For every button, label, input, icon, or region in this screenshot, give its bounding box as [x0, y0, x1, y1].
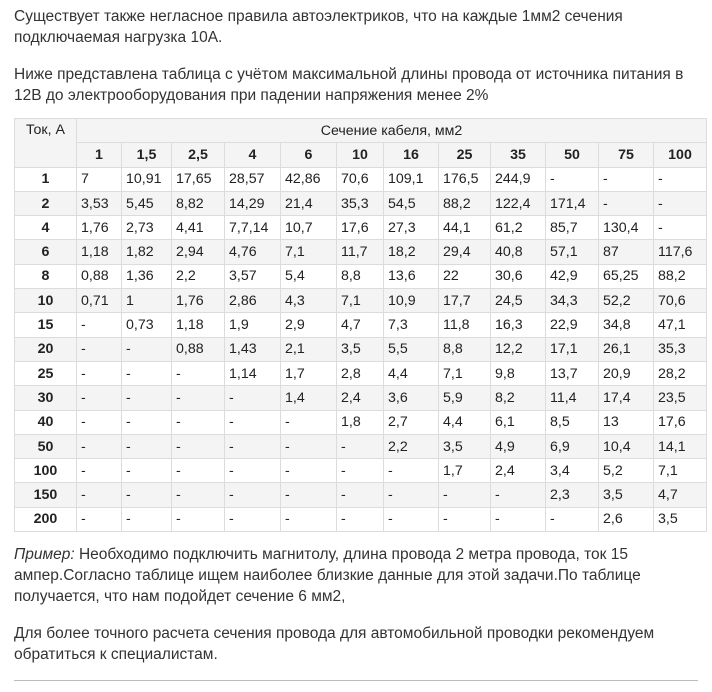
length-value-cell: 35,3 — [654, 337, 707, 361]
length-value-cell: 42,86 — [281, 167, 337, 191]
length-value-cell: - — [384, 459, 439, 483]
length-value-cell: 2,4 — [491, 459, 546, 483]
length-value-cell: 28,2 — [654, 361, 707, 385]
length-value-cell: 1,18 — [172, 313, 225, 337]
length-value-cell: 57,1 — [546, 240, 599, 264]
length-value-cell: 3,4 — [546, 459, 599, 483]
length-value-cell: 24,5 — [491, 289, 546, 313]
length-value-cell: 18,2 — [384, 240, 439, 264]
section-header-cell: 1,5 — [122, 143, 172, 167]
length-value-cell: - — [491, 483, 546, 507]
length-value-cell: 0,88 — [77, 264, 122, 288]
length-value-cell: - — [337, 483, 384, 507]
length-value-cell: 12,2 — [491, 337, 546, 361]
current-cell: 200 — [15, 507, 77, 531]
section-values-row — [15, 143, 707, 167]
length-value-cell: 4,9 — [491, 434, 546, 458]
length-value-cell: 28,57 — [225, 167, 281, 191]
table-row — [15, 337, 707, 361]
length-value-cell: 130,4 — [599, 216, 654, 240]
length-value-cell: 6,9 — [546, 434, 599, 458]
length-value-cell: 3,57 — [225, 264, 281, 288]
length-value-cell: 6,1 — [491, 410, 546, 434]
length-value-cell: 4,41 — [172, 216, 225, 240]
length-value-cell: 2,86 — [225, 289, 281, 313]
length-value-cell: 2,2 — [172, 264, 225, 288]
length-value-cell: - — [77, 459, 122, 483]
length-value-cell: 29,4 — [439, 240, 491, 264]
length-value-cell: 1,82 — [122, 240, 172, 264]
length-value-cell: 7,1 — [439, 361, 491, 385]
length-value-cell: - — [281, 410, 337, 434]
length-value-cell: 4,3 — [281, 289, 337, 313]
length-value-cell: 3,53 — [77, 191, 122, 215]
length-value-cell: 5,9 — [439, 386, 491, 410]
table-row — [15, 386, 707, 410]
length-value-cell: 52,2 — [599, 289, 654, 313]
length-value-cell: - — [122, 483, 172, 507]
intro-rule-paragraph: Существует также негласное правила автоэлектриков, что на каждые 1мм2 сечения подключаемая нагрузка 10А. — [14, 8, 623, 46]
length-value-cell: 88,2 — [654, 264, 707, 288]
section-header-cell: 4 — [225, 143, 281, 167]
length-value-cell: 10,9 — [384, 289, 439, 313]
length-value-cell: - — [172, 507, 225, 531]
length-value-cell: 4,7 — [337, 313, 384, 337]
current-cell: 30 — [15, 386, 77, 410]
length-value-cell: 21,4 — [281, 191, 337, 215]
table-body — [15, 167, 707, 531]
length-value-cell: 109,1 — [384, 167, 439, 191]
length-value-cell: 7,7,14 — [225, 216, 281, 240]
length-value-cell: 17,6 — [337, 216, 384, 240]
current-cell: 6 — [15, 240, 77, 264]
length-value-cell: 65,25 — [599, 264, 654, 288]
length-value-cell: 17,4 — [599, 386, 654, 410]
length-value-cell: - — [225, 483, 281, 507]
length-value-cell: 7,1 — [281, 240, 337, 264]
table-row — [15, 240, 707, 264]
length-value-cell: 2,9 — [281, 313, 337, 337]
length-value-cell: - — [337, 507, 384, 531]
length-value-cell: - — [172, 483, 225, 507]
current-cell: 1 — [15, 167, 77, 191]
length-value-cell: 0,73 — [122, 313, 172, 337]
cable-section-table — [14, 118, 707, 532]
length-value-cell: 176,5 — [439, 167, 491, 191]
length-value-cell: 3,5 — [439, 434, 491, 458]
length-value-cell: 13 — [599, 410, 654, 434]
section-header-cell: 50 — [546, 143, 599, 167]
length-value-cell: 10,91 — [122, 167, 172, 191]
length-value-cell: 2,73 — [122, 216, 172, 240]
section-header-cell: 75 — [599, 143, 654, 167]
table-row — [15, 289, 707, 313]
length-value-cell: - — [546, 507, 599, 531]
length-value-cell: 1,8 — [337, 410, 384, 434]
length-value-cell: 4,4 — [384, 361, 439, 385]
length-value-cell: 70,6 — [654, 289, 707, 313]
length-value-cell: 1,43 — [225, 337, 281, 361]
length-value-cell: 34,8 — [599, 313, 654, 337]
length-value-cell: 5,2 — [599, 459, 654, 483]
section-header-cell: 16 — [384, 143, 439, 167]
length-value-cell: 5,45 — [122, 191, 172, 215]
length-value-cell: 2,94 — [172, 240, 225, 264]
section-header-cell: 1 — [77, 143, 122, 167]
intro-table-paragraph: Ниже представлена таблица с учётом максимальной длины провода от источника питания в 12В до электрооборудования при падении напряжения менее 2% — [14, 66, 684, 104]
length-value-cell: 23,5 — [654, 386, 707, 410]
length-value-cell: - — [122, 386, 172, 410]
length-value-cell: 171,4 — [546, 191, 599, 215]
section-header-cell: 35 — [491, 143, 546, 167]
length-value-cell: 8,8 — [439, 337, 491, 361]
length-value-cell: - — [281, 459, 337, 483]
length-value-cell: 1,7 — [281, 361, 337, 385]
current-cell: 40 — [15, 410, 77, 434]
length-value-cell: 61,2 — [491, 216, 546, 240]
length-value-cell: 4,7 — [654, 483, 707, 507]
length-value-cell: - — [439, 507, 491, 531]
length-value-cell: 117,6 — [654, 240, 707, 264]
length-value-cell: 8,5 — [546, 410, 599, 434]
table-header-row — [15, 119, 707, 143]
length-value-cell: - — [77, 361, 122, 385]
length-value-cell: 5,5 — [384, 337, 439, 361]
length-value-cell: 87 — [599, 240, 654, 264]
advice-paragraph: Для более точного расчета сечения провода для автомобильной проводки рекомендуем обратиться к специалистам. — [14, 625, 655, 664]
length-value-cell: - — [384, 483, 439, 507]
length-value-cell: 22,9 — [546, 313, 599, 337]
length-value-cell: - — [225, 434, 281, 458]
example-label: Пример: — [14, 546, 75, 564]
length-value-cell: 122,4 — [491, 191, 546, 215]
section-header-cell: 2,5 — [172, 143, 225, 167]
length-value-cell: 17,7 — [439, 289, 491, 313]
length-value-cell: - — [654, 167, 707, 191]
section-header-cell: 100 — [654, 143, 707, 167]
cable-section-header: Сечение кабеля, мм2 — [77, 119, 707, 143]
length-value-cell: - — [281, 434, 337, 458]
length-value-cell: 7,1 — [337, 289, 384, 313]
length-value-cell: 14,29 — [225, 191, 281, 215]
length-value-cell: 2,2 — [384, 434, 439, 458]
length-value-cell: 35,3 — [337, 191, 384, 215]
length-value-cell: - — [77, 434, 122, 458]
length-value-cell: 1,36 — [122, 264, 172, 288]
table-row — [15, 507, 707, 531]
length-value-cell: - — [122, 434, 172, 458]
table-row — [15, 313, 707, 337]
length-value-cell: - — [77, 313, 122, 337]
length-value-cell: 1,76 — [172, 289, 225, 313]
length-value-cell: - — [337, 459, 384, 483]
length-value-cell: 40,8 — [491, 240, 546, 264]
length-value-cell: 8,8 — [337, 264, 384, 288]
length-value-cell: - — [172, 386, 225, 410]
length-value-cell: 11,7 — [337, 240, 384, 264]
current-cell: 50 — [15, 434, 77, 458]
length-value-cell: - — [491, 507, 546, 531]
length-value-cell: 13,6 — [384, 264, 439, 288]
length-value-cell: 2,6 — [599, 507, 654, 531]
example-paragraph — [14, 544, 698, 607]
length-value-cell: 0,71 — [77, 289, 122, 313]
length-value-cell: 70,6 — [337, 167, 384, 191]
current-cell: 4 — [15, 216, 77, 240]
length-value-cell: - — [122, 361, 172, 385]
length-value-cell: 1,14 — [225, 361, 281, 385]
current-cell: 25 — [15, 361, 77, 385]
length-value-cell: 3,6 — [384, 386, 439, 410]
length-value-cell: 1,9 — [225, 313, 281, 337]
length-value-cell: 20,9 — [599, 361, 654, 385]
length-value-cell: 10,4 — [599, 434, 654, 458]
table-row — [15, 264, 707, 288]
length-value-cell: 7 — [77, 167, 122, 191]
length-value-cell: - — [77, 410, 122, 434]
current-cell: 100 — [15, 459, 77, 483]
current-cell: 2 — [15, 191, 77, 215]
length-value-cell: 88,2 — [439, 191, 491, 215]
length-value-cell: - — [281, 483, 337, 507]
length-value-cell: 30,6 — [491, 264, 546, 288]
length-value-cell: - — [546, 167, 599, 191]
length-value-cell: 2,1 — [281, 337, 337, 361]
length-value-cell: - — [599, 191, 654, 215]
length-value-cell: 2,7 — [384, 410, 439, 434]
current-column-header: Ток, А — [15, 119, 77, 168]
length-value-cell: - — [77, 483, 122, 507]
length-value-cell: 17,6 — [654, 410, 707, 434]
length-value-cell: 244,9 — [491, 167, 546, 191]
length-value-cell: 42,9 — [546, 264, 599, 288]
length-value-cell: - — [599, 167, 654, 191]
current-cell: 15 — [15, 313, 77, 337]
example-text: Необходимо подключить магнитолу, длина провода 2 метра провода, ток 15 ампер.Согласно таблице ищем наиболее близкие данные для этой задачи.По таблице получается, что нам подойдет сечение 6 мм2, — [14, 546, 641, 606]
length-value-cell: - — [337, 434, 384, 458]
length-value-cell: - — [225, 386, 281, 410]
length-value-cell: - — [225, 410, 281, 434]
length-value-cell: - — [122, 410, 172, 434]
length-value-cell: 47,1 — [654, 313, 707, 337]
table-row — [15, 434, 707, 458]
length-value-cell: 9,8 — [491, 361, 546, 385]
length-value-cell: 7,3 — [384, 313, 439, 337]
length-value-cell: - — [172, 361, 225, 385]
length-value-cell: 17,1 — [546, 337, 599, 361]
length-value-cell: 27,3 — [384, 216, 439, 240]
length-value-cell: 44,1 — [439, 216, 491, 240]
current-cell: 8 — [15, 264, 77, 288]
length-value-cell: 14,1 — [654, 434, 707, 458]
length-value-cell: - — [225, 507, 281, 531]
length-value-cell: 3,5 — [599, 483, 654, 507]
length-value-cell: 8,82 — [172, 191, 225, 215]
length-value-cell: 1,4 — [281, 386, 337, 410]
length-value-cell: 13,7 — [546, 361, 599, 385]
bottom-divider — [14, 680, 698, 681]
length-value-cell: - — [77, 507, 122, 531]
length-value-cell: 1,18 — [77, 240, 122, 264]
section-header-cell: 25 — [439, 143, 491, 167]
length-value-cell: - — [281, 507, 337, 531]
length-value-cell: - — [122, 459, 172, 483]
length-value-cell: - — [122, 507, 172, 531]
length-value-cell: 1,7 — [439, 459, 491, 483]
table-row — [15, 410, 707, 434]
length-value-cell: 4,76 — [225, 240, 281, 264]
length-value-cell: - — [172, 459, 225, 483]
length-value-cell: 85,7 — [546, 216, 599, 240]
table-row — [15, 361, 707, 385]
length-value-cell: - — [439, 483, 491, 507]
length-value-cell: - — [225, 459, 281, 483]
table-row — [15, 483, 707, 507]
current-cell: 20 — [15, 337, 77, 361]
table-row — [15, 191, 707, 215]
length-value-cell: 1 — [122, 289, 172, 313]
length-value-cell: 3,5 — [337, 337, 384, 361]
table-row — [15, 216, 707, 240]
length-value-cell: 8,2 — [491, 386, 546, 410]
length-value-cell: 2,8 — [337, 361, 384, 385]
current-cell: 10 — [15, 289, 77, 313]
length-value-cell: 22 — [439, 264, 491, 288]
length-value-cell: 34,3 — [546, 289, 599, 313]
length-value-cell: 1,76 — [77, 216, 122, 240]
length-value-cell: - — [654, 191, 707, 215]
length-value-cell: 16,3 — [491, 313, 546, 337]
length-value-cell: 11,4 — [546, 386, 599, 410]
length-value-cell: 2,3 — [546, 483, 599, 507]
length-value-cell: 17,65 — [172, 167, 225, 191]
current-cell: 150 — [15, 483, 77, 507]
section-header-cell: 6 — [281, 143, 337, 167]
table-row — [15, 167, 707, 191]
length-value-cell: - — [122, 337, 172, 361]
length-value-cell: 26,1 — [599, 337, 654, 361]
length-value-cell: 2,4 — [337, 386, 384, 410]
length-value-cell: 0,88 — [172, 337, 225, 361]
length-value-cell: - — [654, 216, 707, 240]
length-value-cell: 11,8 — [439, 313, 491, 337]
section-header-cell: 10 — [337, 143, 384, 167]
length-value-cell: 10,7 — [281, 216, 337, 240]
length-value-cell: 54,5 — [384, 191, 439, 215]
length-value-cell: - — [77, 337, 122, 361]
length-value-cell: 3,5 — [654, 507, 707, 531]
length-value-cell: 7,1 — [654, 459, 707, 483]
length-value-cell: - — [77, 386, 122, 410]
length-value-cell: 4,4 — [439, 410, 491, 434]
length-value-cell: - — [172, 434, 225, 458]
length-value-cell: - — [384, 507, 439, 531]
length-value-cell: - — [172, 410, 225, 434]
table-row — [15, 459, 707, 483]
length-value-cell: 5,4 — [281, 264, 337, 288]
